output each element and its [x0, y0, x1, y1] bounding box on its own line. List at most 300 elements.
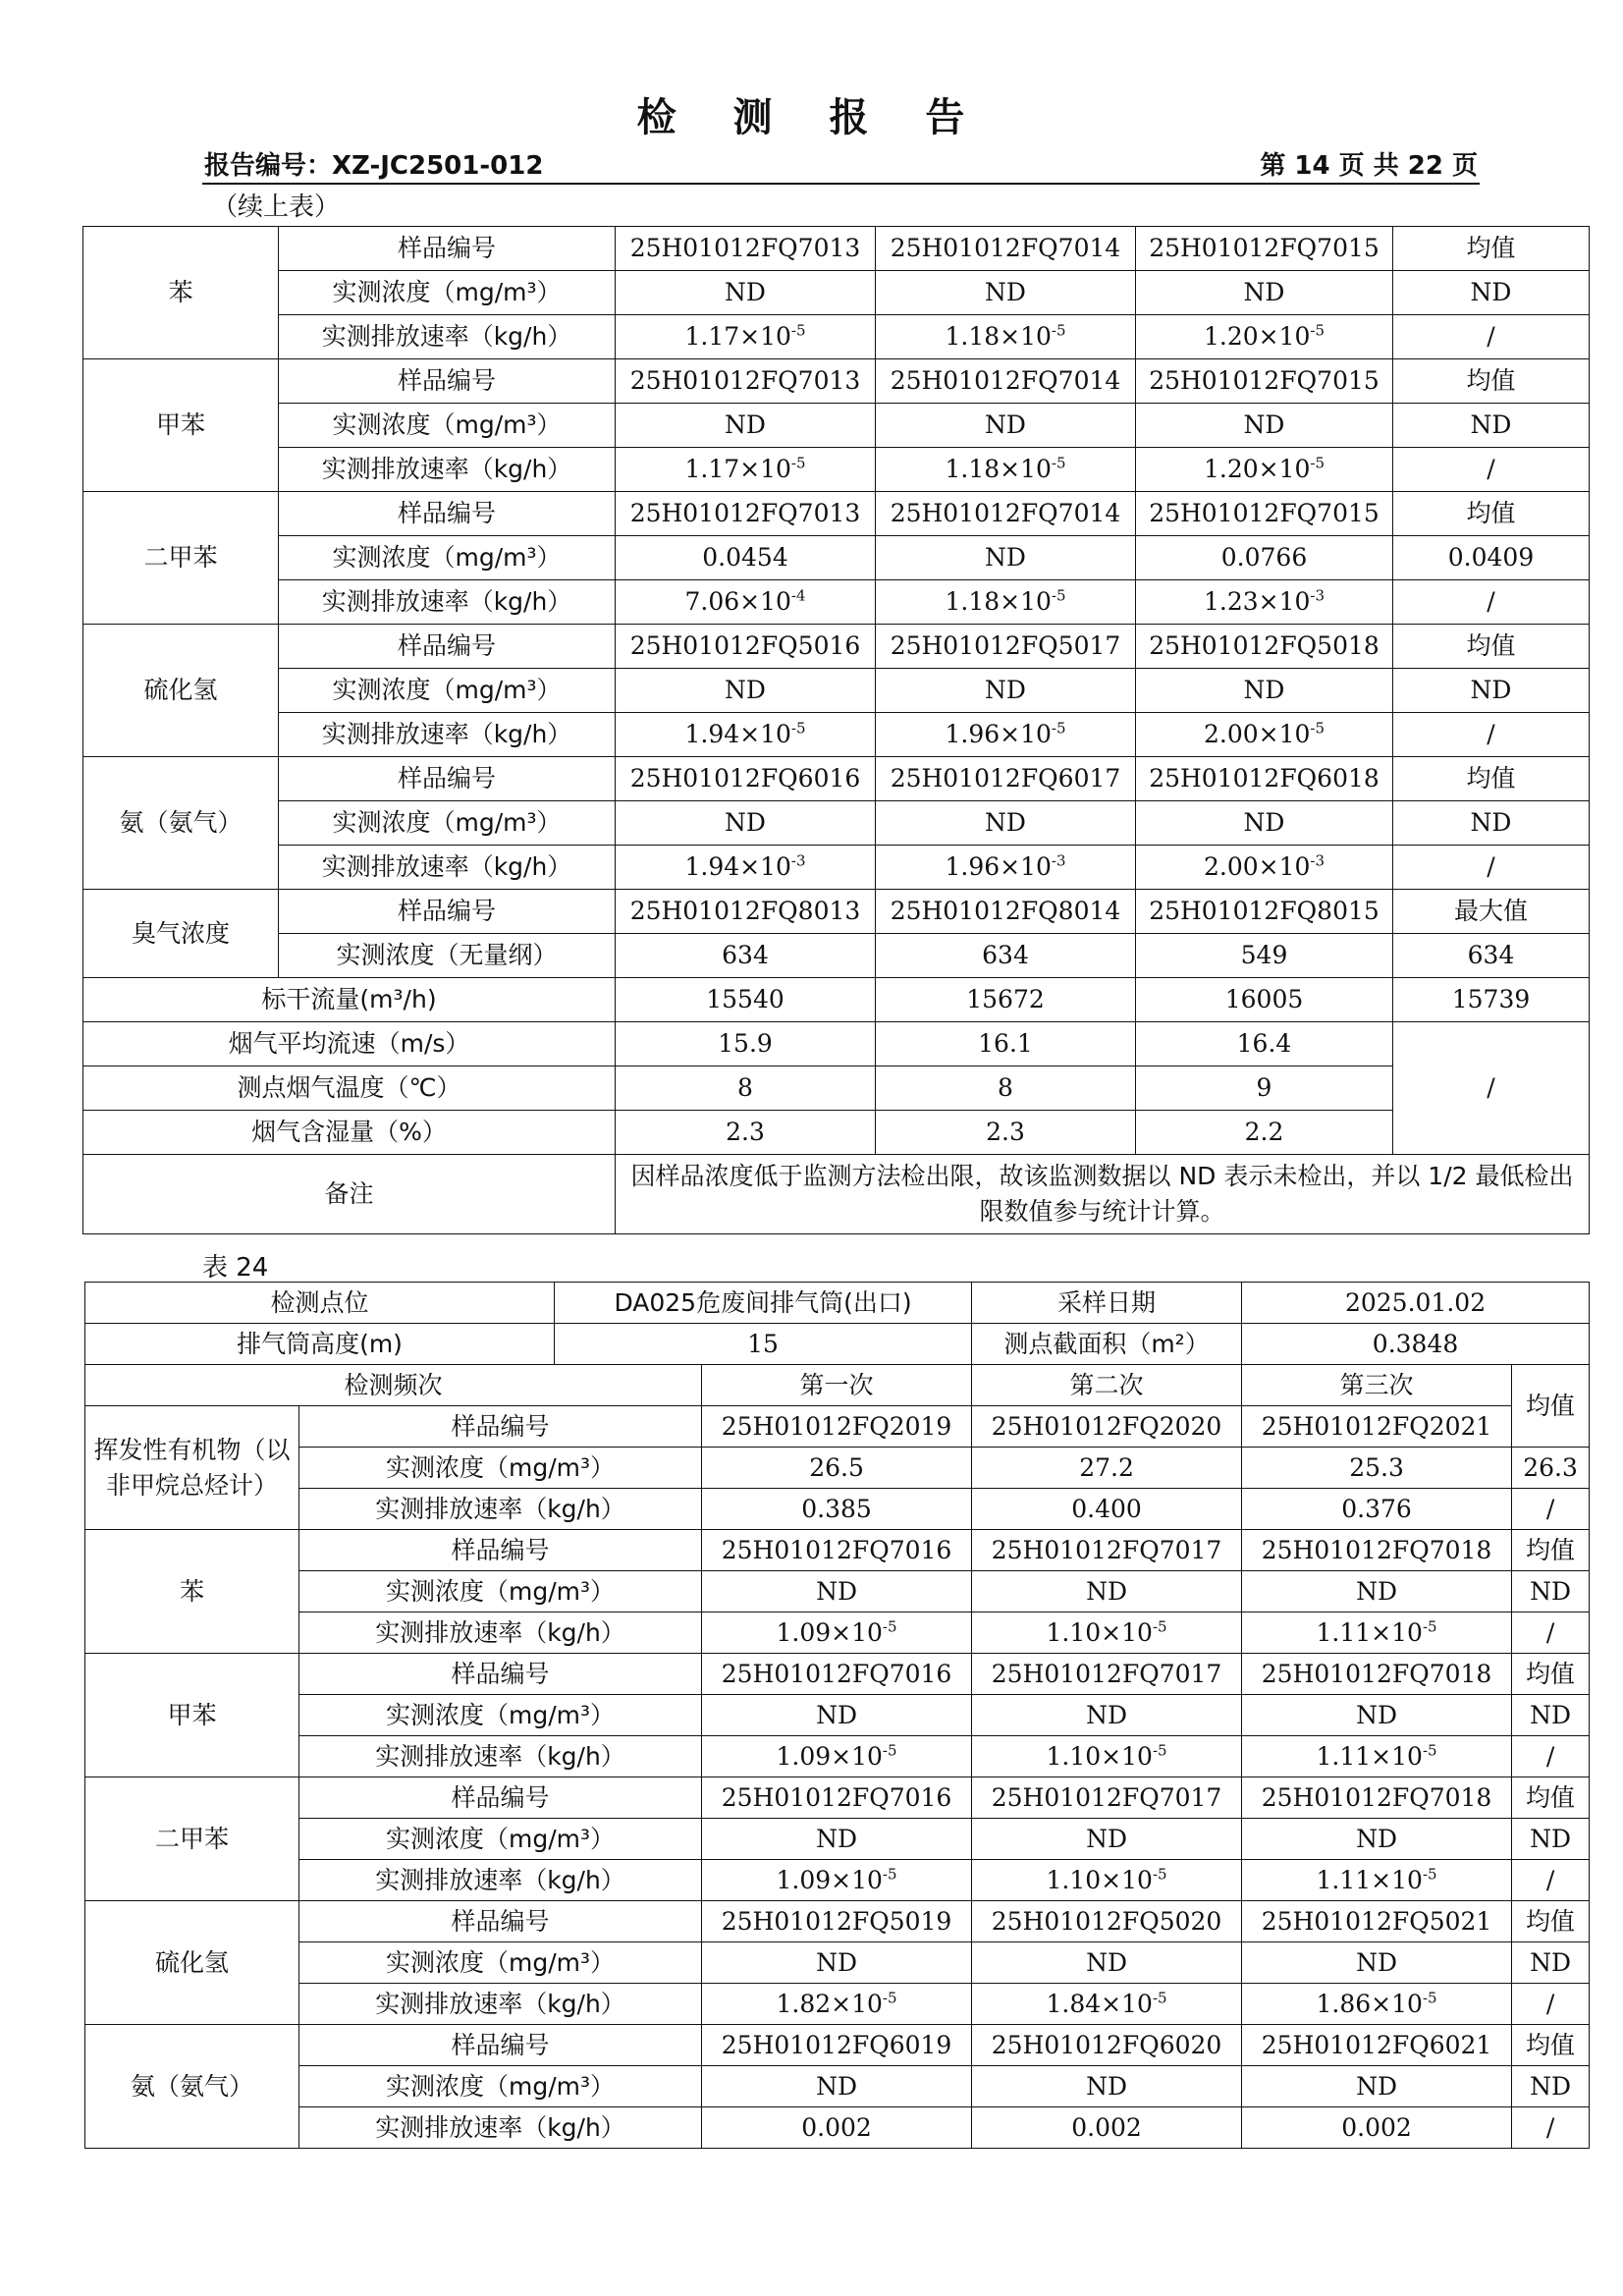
- row-label: 实测浓度（mg/m³）: [299, 1448, 702, 1489]
- row-label: 实测浓度（mg/m³）: [279, 271, 616, 315]
- rate-cell: [702, 1613, 972, 1654]
- row-label: 实测排放速率（kg/h）: [299, 1736, 702, 1777]
- rate-exponent: -5: [1152, 1741, 1167, 1760]
- table-24-label: 表 24: [202, 1253, 269, 1283]
- conc-cell: 27.2: [972, 1448, 1242, 1489]
- sample-id-cell: 25H01012FQ6016: [616, 757, 876, 801]
- sample-id-cell: 25H01012FQ7014: [876, 359, 1136, 404]
- conc-cell: ND: [1136, 404, 1393, 448]
- value-cell: 2025.01.02: [1242, 1283, 1590, 1324]
- table-row: [83, 801, 1590, 846]
- table-row: [85, 1654, 1590, 1695]
- sample-id-cell: 25H01012FQ5018: [1136, 625, 1393, 669]
- row-label: 样品编号: [299, 1654, 702, 1695]
- table-row: [85, 1530, 1590, 1571]
- rate-exponent: -5: [1422, 1617, 1437, 1636]
- rate-exponent: -5: [790, 719, 806, 738]
- rate-exponent: -5: [1152, 1617, 1167, 1636]
- rate-cell: [1136, 846, 1393, 890]
- rate-cell: [616, 448, 876, 492]
- rate-cell: [616, 315, 876, 359]
- pollutant-name: 甲苯: [85, 1654, 299, 1777]
- row-label: 测点烟气温度（℃）: [83, 1066, 616, 1111]
- conc-cell: ND: [1242, 1571, 1512, 1613]
- table-row: [85, 1571, 1590, 1613]
- mean-header: 均值: [1393, 227, 1590, 271]
- rate-mantissa: 1.10×10: [1046, 1741, 1153, 1771]
- sample-id-cell: 25H01012FQ6017: [876, 757, 1136, 801]
- table-row: [85, 1777, 1590, 1819]
- table-row: [83, 890, 1590, 934]
- conc-cell: ND: [972, 2066, 1242, 2107]
- remark-text: 因样品浓度低于监测方法检出限，故该监测数据以 ND 表示未检出，并以 1/2 最低检出限数值参与统计计算。: [616, 1155, 1590, 1234]
- temp-cell: 8: [876, 1066, 1136, 1111]
- sample-id-cell: 25H01012FQ7014: [876, 227, 1136, 271]
- row-label: 样品编号: [279, 359, 616, 404]
- table-row: [85, 1613, 1590, 1654]
- row-label: 样品编号: [299, 2025, 702, 2066]
- conc-cell: ND: [702, 1571, 972, 1613]
- merged-slash-cell: /: [1393, 1022, 1590, 1155]
- table-row: [83, 757, 1590, 801]
- header-rule: [202, 183, 1480, 185]
- mean-header: 均值: [1393, 492, 1590, 536]
- sample-id-cell: 25H01012FQ7018: [1242, 1530, 1512, 1571]
- flow-cell: 15540: [616, 978, 876, 1022]
- pollutant-name: 苯: [85, 1530, 299, 1654]
- table-row: [85, 1860, 1590, 1901]
- moisture-cell: 2.3: [616, 1111, 876, 1155]
- report-number: 报告编号：XZ-JC2501-012: [204, 151, 544, 181]
- rate-mantissa: 1.11×10: [1316, 1865, 1423, 1894]
- pollutant-name: 挥发性有机物（以非甲烷总烃计）: [85, 1406, 299, 1530]
- rate-mantissa: 1.86×10: [1316, 1989, 1423, 2018]
- row-label: 样品编号: [279, 757, 616, 801]
- sample-id-cell: 25H01012FQ6020: [972, 2025, 1242, 2066]
- row-label: 样品编号: [299, 1777, 702, 1819]
- conc-cell: 25.3: [1242, 1448, 1512, 1489]
- conc-cell: ND: [1242, 1695, 1512, 1736]
- sample-id-cell: 25H01012FQ7017: [972, 1654, 1242, 1695]
- sample-id-cell: 25H01012FQ7015: [1136, 227, 1393, 271]
- mean-header: 均值: [1512, 1777, 1590, 1819]
- table-row: [83, 315, 1590, 359]
- rate-exponent: -5: [1310, 321, 1325, 340]
- rate-cell: [1136, 713, 1393, 757]
- label-cell: 排气筒高度(m): [85, 1324, 555, 1365]
- table-row: [83, 359, 1590, 404]
- table-row: [83, 448, 1590, 492]
- rate-cell: [876, 713, 1136, 757]
- row-label: 实测浓度（mg/m³）: [279, 404, 616, 448]
- rate-exponent: -5: [882, 1617, 897, 1636]
- rate-mean-cell: /: [1393, 448, 1590, 492]
- sample-id-cell: 25H01012FQ7013: [616, 227, 876, 271]
- table-row: [85, 1819, 1590, 1860]
- header-cell: 第二次: [972, 1365, 1242, 1406]
- rate-cell: [1242, 1736, 1512, 1777]
- temp-cell: 8: [616, 1066, 876, 1111]
- rate-cell: [972, 1860, 1242, 1901]
- rate-cell: [1242, 1984, 1512, 2025]
- value-cell: 15: [555, 1324, 972, 1365]
- row-label: 实测浓度（mg/m³）: [279, 801, 616, 846]
- rate-mantissa: 1.96×10: [945, 720, 1052, 748]
- label-cell: 测点截面积（m²）: [972, 1324, 1242, 1365]
- rate-mantissa: 1.20×10: [1203, 455, 1311, 483]
- sample-id-cell: 25H01012FQ6018: [1136, 757, 1393, 801]
- table-row: [85, 1901, 1590, 1942]
- conc-cell: ND: [1393, 801, 1590, 846]
- conc-cell: ND: [1136, 801, 1393, 846]
- conc-cell: ND: [972, 1695, 1242, 1736]
- table-row: [83, 1111, 1590, 1155]
- sample-id-cell: 25H01012FQ8014: [876, 890, 1136, 934]
- rate-cell: [1136, 315, 1393, 359]
- row-label: 样品编号: [279, 492, 616, 536]
- row-label: 实测排放速率（kg/h）: [279, 315, 616, 359]
- conc-cell: ND: [1393, 271, 1590, 315]
- rate-mean-cell: /: [1393, 315, 1590, 359]
- sample-id-cell: 25H01012FQ7013: [616, 359, 876, 404]
- row-label: 样品编号: [299, 1406, 702, 1448]
- table-row: [85, 2107, 1590, 2149]
- table-row: [83, 1155, 1590, 1234]
- sample-id-cell: 25H01012FQ5017: [876, 625, 1136, 669]
- row-label: 烟气平均流速（m/s）: [83, 1022, 616, 1066]
- conc-cell: ND: [876, 801, 1136, 846]
- table-row: [85, 1448, 1590, 1489]
- rate-mantissa: 1.82×10: [776, 1989, 883, 2018]
- continued-label: （续上表）: [212, 192, 341, 222]
- conc-cell: ND: [876, 536, 1136, 580]
- table-row: [85, 1283, 1590, 1324]
- table-row: [85, 1489, 1590, 1530]
- conc-cell: ND: [1242, 2066, 1512, 2107]
- pollutant-name: 氨（氨气）: [83, 757, 279, 890]
- row-label: 样品编号: [279, 890, 616, 934]
- table-row: [83, 1066, 1590, 1111]
- table-row: [83, 271, 1590, 315]
- sample-id-cell: 25H01012FQ8013: [616, 890, 876, 934]
- rate-exponent: -3: [1310, 586, 1325, 605]
- table-row: [85, 1324, 1590, 1365]
- odor-value-cell: 634: [616, 934, 876, 978]
- row-label: 实测浓度（mg/m³）: [299, 1571, 702, 1613]
- conc-cell: ND: [616, 801, 876, 846]
- moisture-cell: 2.3: [876, 1111, 1136, 1155]
- rate-mantissa: 2.00×10: [1203, 852, 1311, 881]
- rate-cell: /: [1512, 2107, 1590, 2149]
- table-row: [83, 580, 1590, 625]
- conc-cell: ND: [1393, 669, 1590, 713]
- rate-exponent: -5: [790, 321, 806, 340]
- rate-cell: 0.385: [702, 1489, 972, 1530]
- rate-exponent: -5: [1422, 1741, 1437, 1760]
- pollutant-name: 硫化氢: [85, 1901, 299, 2025]
- rate-cell: [876, 846, 1136, 890]
- sample-id-cell: 25H01012FQ7017: [972, 1777, 1242, 1819]
- sample-id-cell: 25H01012FQ7016: [702, 1777, 972, 1819]
- sample-id-cell: 25H01012FQ7016: [702, 1530, 972, 1571]
- rate-mantissa: 1.09×10: [776, 1865, 883, 1894]
- sample-id-cell: 25H01012FQ6021: [1242, 2025, 1512, 2066]
- conc-cell: ND: [1512, 2066, 1590, 2107]
- conc-cell: ND: [1242, 1819, 1512, 1860]
- rate-exponent: -5: [1422, 1865, 1437, 1884]
- rate-cell: [876, 448, 1136, 492]
- mean-header: 均值: [1393, 625, 1590, 669]
- rate-mean-cell: /: [1512, 1613, 1590, 1654]
- rate-exponent: -5: [882, 1741, 897, 1760]
- rate-mantissa: 1.09×10: [776, 1741, 883, 1771]
- rate-exponent: -3: [1310, 851, 1325, 870]
- table-row: [85, 1942, 1590, 1984]
- rate-mantissa: 1.17×10: [684, 322, 791, 351]
- pollutant-name: 二甲苯: [83, 492, 279, 625]
- rate-exponent: -5: [882, 1989, 897, 2007]
- rate-cell: [972, 1736, 1242, 1777]
- sample-id-cell: 25H01012FQ7016: [702, 1654, 972, 1695]
- odor-value-cell: 549: [1136, 934, 1393, 978]
- row-label: 实测浓度（mg/m³）: [299, 1819, 702, 1860]
- row-label: 实测排放速率（kg/h）: [279, 713, 616, 757]
- rate-mantissa: 1.10×10: [1046, 1865, 1153, 1894]
- row-label: 样品编号: [279, 227, 616, 271]
- rate-exponent: -5: [1152, 1865, 1167, 1884]
- sample-id-cell: 25H01012FQ7014: [876, 492, 1136, 536]
- conc-cell: 0.0454: [616, 536, 876, 580]
- label-cell: 检测频次: [85, 1365, 702, 1406]
- rate-exponent: -5: [1422, 1989, 1437, 2007]
- pollutant-name: 硫化氢: [83, 625, 279, 757]
- conc-cell: ND: [876, 669, 1136, 713]
- rate-mantissa: 2.00×10: [1203, 720, 1311, 748]
- row-label: 实测排放速率（kg/h）: [299, 1984, 702, 2025]
- rate-mean-cell: /: [1393, 580, 1590, 625]
- rate-mantissa: 1.20×10: [1203, 322, 1311, 351]
- conc-cell: ND: [616, 404, 876, 448]
- row-label: 实测排放速率（kg/h）: [279, 580, 616, 625]
- rate-mantissa: 1.18×10: [945, 455, 1052, 483]
- rate-mantissa: 1.23×10: [1203, 587, 1311, 616]
- table-row: [85, 1406, 1590, 1448]
- rate-cell: [972, 1613, 1242, 1654]
- sample-id-cell: 25H01012FQ5020: [972, 1901, 1242, 1942]
- rate-exponent: -5: [790, 454, 806, 472]
- rate-mantissa: 1.11×10: [1316, 1617, 1423, 1647]
- conc-cell: ND: [1393, 404, 1590, 448]
- rate-mantissa: 1.94×10: [684, 720, 791, 748]
- rate-cell: 0.400: [972, 1489, 1242, 1530]
- conc-cell: ND: [702, 1819, 972, 1860]
- rate-cell: [702, 1984, 972, 2025]
- mean-header: 均值: [1393, 359, 1590, 404]
- rate-cell: [876, 315, 1136, 359]
- conc-cell: ND: [1242, 1942, 1512, 1984]
- rate-exponent: -4: [790, 586, 806, 605]
- header-cell: 均值: [1512, 1365, 1590, 1448]
- sample-id-cell: 25H01012FQ2021: [1242, 1406, 1512, 1448]
- mean-header: 均值: [1512, 1530, 1590, 1571]
- sample-id-cell: 25H01012FQ7013: [616, 492, 876, 536]
- rate-mantissa: 1.18×10: [945, 587, 1052, 616]
- row-label: 实测排放速率（kg/h）: [279, 846, 616, 890]
- conc-cell: ND: [702, 1942, 972, 1984]
- report-title: 检 测 报 告: [636, 95, 987, 140]
- rate-cell: 0.002: [1242, 2107, 1512, 2149]
- pollutant-name: 甲苯: [83, 359, 279, 492]
- conc-cell: ND: [1512, 1819, 1590, 1860]
- monitoring-table-24: [84, 1282, 1590, 2149]
- rate-mantissa: 1.10×10: [1046, 1617, 1153, 1647]
- rate-mantissa: 1.11×10: [1316, 1741, 1423, 1771]
- sample-id-cell: 25H01012FQ5016: [616, 625, 876, 669]
- table-row: [85, 2066, 1590, 2107]
- rate-mantissa: 1.18×10: [945, 322, 1052, 351]
- table-row: [85, 1365, 1590, 1406]
- rate-cell: [1242, 1860, 1512, 1901]
- sample-id-cell: 25H01012FQ6019: [702, 2025, 972, 2066]
- value-cell: 0.3848: [1242, 1324, 1590, 1365]
- rate-exponent: -5: [1051, 454, 1066, 472]
- rate-mean-cell: /: [1393, 846, 1590, 890]
- sample-id-cell: 25H01012FQ2019: [702, 1406, 972, 1448]
- table-row: [85, 1695, 1590, 1736]
- table-row: [85, 1984, 1590, 2025]
- conc-cell: ND: [972, 1571, 1242, 1613]
- rate-cell: [616, 580, 876, 625]
- conc-cell: ND: [702, 1695, 972, 1736]
- rate-cell: [876, 580, 1136, 625]
- conc-cell: 26.5: [702, 1448, 972, 1489]
- flow-cell: 15672: [876, 978, 1136, 1022]
- row-label: 样品编号: [299, 1530, 702, 1571]
- table-row: [83, 669, 1590, 713]
- flow-cell: 16005: [1136, 978, 1393, 1022]
- rate-cell: /: [1512, 1489, 1590, 1530]
- rate-cell: [1136, 580, 1393, 625]
- sample-id-cell: 25H01012FQ7018: [1242, 1654, 1512, 1695]
- table-row: [83, 934, 1590, 978]
- table-row: [83, 1022, 1590, 1066]
- remark-label: 备注: [83, 1155, 616, 1234]
- conc-cell: ND: [1512, 1942, 1590, 1984]
- rate-mantissa: 1.84×10: [1046, 1989, 1153, 2018]
- sample-id-cell: 25H01012FQ7017: [972, 1530, 1242, 1571]
- rate-cell: [616, 713, 876, 757]
- odor-value-cell: 634: [876, 934, 1136, 978]
- rate-cell: 0.002: [702, 2107, 972, 2149]
- sample-id-cell: 25H01012FQ7015: [1136, 492, 1393, 536]
- table-row: [83, 227, 1590, 271]
- conc-cell: ND: [1512, 1695, 1590, 1736]
- conc-cell: ND: [876, 271, 1136, 315]
- conc-cell: ND: [702, 2066, 972, 2107]
- row-label: 实测排放速率（kg/h）: [299, 1613, 702, 1654]
- rate-mantissa: 1.96×10: [945, 852, 1052, 881]
- pollutant-name: 氨（氨气）: [85, 2025, 299, 2149]
- rate-exponent: -5: [1051, 719, 1066, 738]
- rate-cell: 0.376: [1242, 1489, 1512, 1530]
- table-row: [83, 978, 1590, 1022]
- row-label: 实测浓度（mg/m³）: [299, 1695, 702, 1736]
- rate-mantissa: 7.06×10: [684, 587, 791, 616]
- table-row: [83, 625, 1590, 669]
- rate-exponent: -3: [1051, 851, 1066, 870]
- temp-cell: 9: [1136, 1066, 1393, 1111]
- row-label: 实测浓度（mg/m³）: [299, 2066, 702, 2107]
- conc-cell: ND: [616, 271, 876, 315]
- conc-cell: ND: [1136, 669, 1393, 713]
- mean-header: 均值: [1512, 1901, 1590, 1942]
- rate-exponent: -5: [1310, 719, 1325, 738]
- rate-mantissa: 1.17×10: [684, 455, 791, 483]
- label-cell: 检测点位: [85, 1283, 555, 1324]
- rate-cell: [1136, 448, 1393, 492]
- rate-mantissa: 1.94×10: [684, 852, 791, 881]
- table-row: [83, 846, 1590, 890]
- rate-mean-cell: /: [1512, 1984, 1590, 2025]
- conc-cell: ND: [876, 404, 1136, 448]
- header-cell: 第三次: [1242, 1365, 1512, 1406]
- table-row: [85, 1736, 1590, 1777]
- label-cell: 采样日期: [972, 1283, 1242, 1324]
- row-label: 实测浓度（无量纲）: [279, 934, 616, 978]
- row-label: 烟气含湿量（%）: [83, 1111, 616, 1155]
- rate-mantissa: 1.09×10: [776, 1617, 883, 1647]
- velocity-cell: 16.4: [1136, 1022, 1393, 1066]
- table-row: [83, 404, 1590, 448]
- sample-id-cell: 25H01012FQ5019: [702, 1901, 972, 1942]
- odor-value-cell: 634: [1393, 934, 1590, 978]
- sample-id-cell: 25H01012FQ7018: [1242, 1777, 1512, 1819]
- row-label: 样品编号: [299, 1901, 702, 1942]
- max-header: 最大值: [1393, 890, 1590, 934]
- row-label: 样品编号: [279, 625, 616, 669]
- rate-cell: [702, 1860, 972, 1901]
- sample-id-cell: 25H01012FQ2020: [972, 1406, 1242, 1448]
- conc-cell: 0.0766: [1136, 536, 1393, 580]
- rate-exponent: -3: [790, 851, 806, 870]
- row-label: 实测浓度（mg/m³）: [279, 536, 616, 580]
- row-label: 实测浓度（mg/m³）: [299, 1942, 702, 1984]
- rate-exponent: -5: [1051, 586, 1066, 605]
- rate-mean-cell: /: [1512, 1860, 1590, 1901]
- rate-cell: [616, 846, 876, 890]
- page-indicator: 第 14 页 共 22 页: [1260, 151, 1478, 181]
- conc-cell: ND: [616, 669, 876, 713]
- mean-header: 均值: [1512, 1654, 1590, 1695]
- pollutant-name: 二甲苯: [85, 1777, 299, 1901]
- row-label: 实测浓度（mg/m³）: [279, 669, 616, 713]
- row-label: 实测排放速率（kg/h）: [299, 1489, 702, 1530]
- table-row: [83, 492, 1590, 536]
- pollutant-name: 苯: [83, 227, 279, 359]
- row-label: 标干流量(m³/h): [83, 978, 616, 1022]
- sample-id-cell: 25H01012FQ7015: [1136, 359, 1393, 404]
- velocity-cell: 16.1: [876, 1022, 1136, 1066]
- rate-mean-cell: /: [1512, 1736, 1590, 1777]
- row-label: 实测排放速率（kg/h）: [299, 1860, 702, 1901]
- conc-cell: 26.3: [1512, 1448, 1590, 1489]
- rate-exponent: -5: [882, 1865, 897, 1884]
- rate-cell: [1242, 1613, 1512, 1654]
- value-cell: DA025危废间排气筒(出口): [555, 1283, 972, 1324]
- rate-exponent: -5: [1310, 454, 1325, 472]
- table-row: [83, 536, 1590, 580]
- row-label: 实测排放速率（kg/h）: [299, 2107, 702, 2149]
